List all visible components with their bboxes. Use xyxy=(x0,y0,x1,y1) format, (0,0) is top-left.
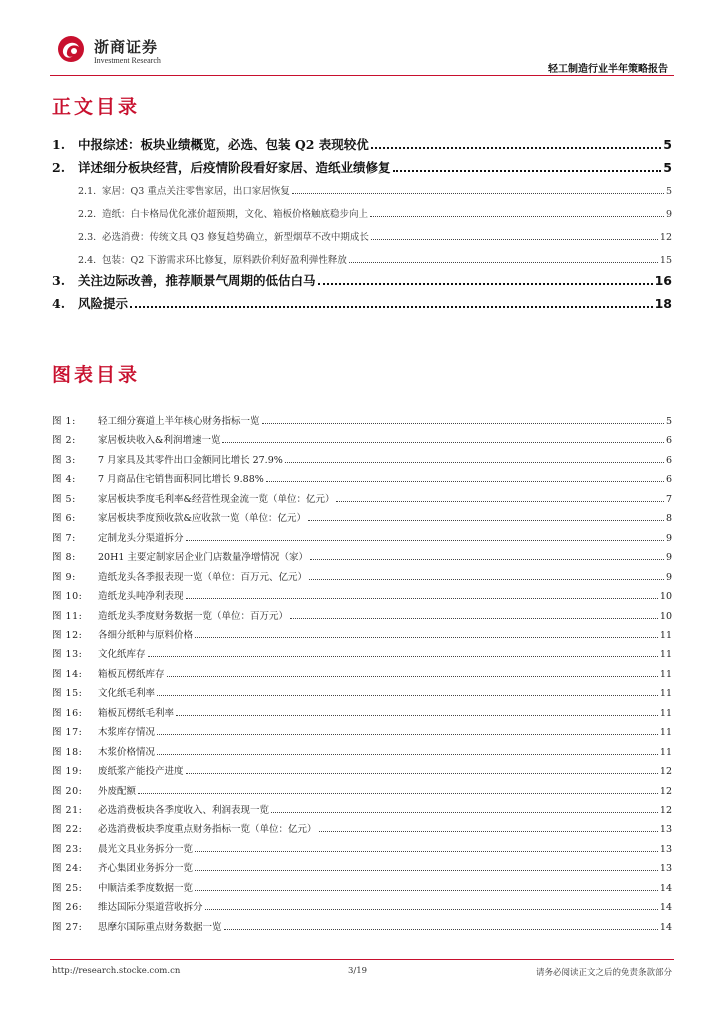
dot-leader xyxy=(371,239,658,240)
figure-number: 图 5: xyxy=(52,493,76,505)
figure-entry[interactable] xyxy=(52,841,672,855)
figure-number: 图 17: xyxy=(52,727,83,739)
figure-entry[interactable] xyxy=(52,530,672,544)
toc-text: 详述细分板块经营，后疫情阶段看好家居、造纸业绩修复 xyxy=(78,160,391,175)
toc-number: 1. xyxy=(52,137,66,152)
figure-number: 图 10: xyxy=(52,591,83,603)
dot-leader xyxy=(148,656,658,657)
toc-page: 15 xyxy=(659,255,672,266)
figure-number: 图 11: xyxy=(52,610,83,622)
figure-page: 6 xyxy=(665,435,672,447)
figure-text: 齐心集团业务拆分一览 xyxy=(98,863,194,875)
toc-text: 中报综述：板块业绩概览，必选、包装 Q2 表现较优 xyxy=(78,137,369,152)
figure-text: 家居板块季度毛利率&经营性现金流一览（单位：亿元） xyxy=(98,493,335,505)
figure-entry[interactable] xyxy=(52,452,672,466)
figure-number: 图 23: xyxy=(52,843,83,855)
footer-url[interactable]: http://research.stocke.com.cn xyxy=(52,966,181,976)
figure-number: 图 6: xyxy=(52,513,76,525)
dot-leader xyxy=(138,793,658,794)
figure-number: 图 20: xyxy=(52,785,83,797)
figure-entry[interactable] xyxy=(52,783,672,797)
dot-leader xyxy=(292,193,664,194)
dot-leader xyxy=(130,306,653,308)
figure-number: 图 12: xyxy=(52,629,83,641)
figure-page: 11 xyxy=(659,668,672,680)
dot-leader xyxy=(195,851,658,852)
figure-text: 箱板瓦楞纸毛利率 xyxy=(98,707,175,719)
figure-page: 8 xyxy=(665,513,672,525)
dot-leader xyxy=(195,890,658,891)
toc-text: 必选消费：传统文具 Q3 修复趋势确立，新型烟草不改中期成长 xyxy=(102,232,369,243)
dot-leader xyxy=(157,695,658,696)
figure-text: 晨光文具业务拆分一览 xyxy=(98,843,194,855)
toc-text: 关注边际改善，推荐顺景气周期的低估白马 xyxy=(78,273,316,288)
dot-leader xyxy=(222,442,663,443)
figure-text: 中顺洁柔季度数据一览 xyxy=(98,882,194,894)
figure-entry[interactable] xyxy=(52,705,672,719)
toc-text: 家居：Q3 重点关注零售家居，出口家居恢复 xyxy=(102,186,290,197)
figure-text: 家居板块收入&利润增速一览 xyxy=(98,435,221,447)
figure-entry[interactable] xyxy=(52,432,672,446)
figure-entry[interactable] xyxy=(52,860,672,874)
figure-text: 木浆库存情况 xyxy=(98,727,156,739)
page-header xyxy=(50,34,674,76)
figure-entry[interactable] xyxy=(52,491,672,505)
figure-text: 必选消费板块各季度收入、利润表现一览 xyxy=(98,805,270,816)
figure-entry[interactable] xyxy=(52,588,672,602)
brand-name-cn: 浙商证券 xyxy=(94,38,159,56)
figure-entry[interactable] xyxy=(52,471,672,485)
figure-number: 图 24: xyxy=(52,863,83,875)
figure-entry[interactable] xyxy=(52,802,672,816)
dot-leader xyxy=(266,481,664,482)
figure-text: 轻工细分赛道上半年核心财务指标一览 xyxy=(98,416,260,427)
figure-entry[interactable] xyxy=(52,763,672,777)
dot-leader xyxy=(186,598,658,599)
figure-number: 图 21: xyxy=(52,805,83,816)
figure-entry[interactable] xyxy=(52,627,672,641)
toc-number: 3. xyxy=(52,273,66,288)
figure-entry[interactable] xyxy=(52,919,672,933)
footer-disclaimer: 请务必阅读正文之后的免责条款部分 xyxy=(535,968,672,978)
toc-number: 2.2. xyxy=(78,209,97,220)
toc-text: 造纸：白卡格局优化涨价超预期，文化、箱板价格触底稳步向上 xyxy=(102,209,369,220)
figure-page: 9 xyxy=(665,571,672,583)
toc-subentry[interactable] xyxy=(78,229,672,243)
figure-text: 文化纸毛利率 xyxy=(98,688,156,700)
dot-leader xyxy=(195,870,658,871)
toc-page: 5 xyxy=(663,160,672,175)
figure-page: 13 xyxy=(659,843,672,855)
toc-text: 风险提示 xyxy=(78,296,129,311)
figure-text: 20H1 主要定制家居企业门店数量净增情况（家） xyxy=(98,552,308,564)
figure-number: 图 26: xyxy=(52,902,83,914)
figure-number: 图 13: xyxy=(52,649,83,661)
figure-entry[interactable] xyxy=(52,608,672,622)
toc-number: 2.4. xyxy=(78,255,97,266)
dot-leader xyxy=(205,909,658,910)
dot-leader xyxy=(285,462,664,463)
figure-page: 14 xyxy=(659,902,672,914)
dot-leader xyxy=(186,773,658,774)
figure-number: 图 1: xyxy=(52,416,76,427)
figure-page: 11 xyxy=(659,707,672,719)
toc-text: 包装：Q2 下游需求环比修复，原料跌价利好盈利弹性释放 xyxy=(102,255,347,266)
figure-number: 图 16: xyxy=(52,707,83,719)
figure-page: 6 xyxy=(665,474,672,486)
figure-number: 图 27: xyxy=(52,921,83,933)
figure-number: 图 18: xyxy=(52,746,83,758)
figure-page: 11 xyxy=(659,688,672,700)
dot-leader xyxy=(176,715,658,716)
dot-leader xyxy=(271,812,658,813)
brand-name-en: Investment Research xyxy=(94,56,161,65)
figure-number: 图 14: xyxy=(52,668,83,680)
figure-text: 废纸浆产能投产进度 xyxy=(98,766,184,778)
dot-leader xyxy=(157,734,658,735)
figure-page: 9 xyxy=(665,532,672,544)
figure-text: 木浆价格情况 xyxy=(98,746,156,758)
figure-page: 14 xyxy=(659,882,672,894)
dot-leader xyxy=(157,754,658,755)
figure-page: 12 xyxy=(659,785,672,797)
dot-leader xyxy=(290,618,658,619)
figure-entry[interactable] xyxy=(52,899,672,913)
toc-entry[interactable] xyxy=(52,271,672,289)
toc-number: 2.1. xyxy=(78,186,97,197)
dot-leader xyxy=(308,520,664,521)
zheshang-logo-icon xyxy=(56,34,86,64)
toc-entry[interactable] xyxy=(52,294,672,312)
dot-leader xyxy=(262,423,664,424)
toc-page: 16 xyxy=(654,273,672,288)
toc-page: 5 xyxy=(665,186,672,197)
toc-page: 18 xyxy=(654,296,672,311)
figure-page: 11 xyxy=(659,727,672,739)
figures-title: 图表目录 xyxy=(52,364,141,386)
figure-text: 维达国际分渠道营收拆分 xyxy=(98,902,203,914)
dot-leader xyxy=(309,579,664,580)
figure-page: 7 xyxy=(665,493,672,505)
contents-title: 正文目录 xyxy=(52,96,141,118)
figure-page: 13 xyxy=(659,824,672,836)
figure-number: 图 8: xyxy=(52,552,76,564)
toc-entry[interactable] xyxy=(52,135,672,153)
figure-page: 10 xyxy=(659,591,672,603)
figure-page: 11 xyxy=(659,746,672,758)
figure-page: 5 xyxy=(665,416,672,427)
figure-number: 图 22: xyxy=(52,824,83,836)
page-number: 3/19 xyxy=(348,966,368,976)
dot-leader xyxy=(195,637,658,638)
toc-subentry[interactable] xyxy=(78,252,672,266)
report-title: 轻工制造行业半年策略报告 xyxy=(548,64,668,75)
toc-page: 9 xyxy=(665,209,672,220)
dot-leader xyxy=(310,559,664,560)
figure-text: 各细分纸种与原料价格 xyxy=(98,629,194,641)
figure-text: 造纸龙头吨净利表现 xyxy=(98,591,184,603)
footer-divider xyxy=(50,959,674,960)
toc-page: 12 xyxy=(659,232,672,243)
toc-subentry[interactable] xyxy=(78,183,672,197)
figure-entry[interactable] xyxy=(52,549,672,563)
figure-page: 6 xyxy=(665,454,672,466)
toc-number: 2.3. xyxy=(78,232,97,243)
dot-leader xyxy=(349,262,658,263)
dot-leader xyxy=(224,929,658,930)
figure-number: 图 15: xyxy=(52,688,83,700)
dot-leader xyxy=(336,501,663,502)
toc-page: 5 xyxy=(663,137,672,152)
figure-text: 7 月商品住宅销售面积同比增长 9.88% xyxy=(98,474,264,486)
figure-text: 必选消费板块季度重点财务指标一览（单位：亿元） xyxy=(98,824,317,836)
figure-text: 思摩尔国际重点财务数据一览 xyxy=(98,921,222,933)
figure-page: 12 xyxy=(659,805,672,816)
figure-page: 14 xyxy=(659,921,672,933)
dot-leader xyxy=(370,216,664,217)
figure-page: 13 xyxy=(659,863,672,875)
dot-leader xyxy=(318,283,653,285)
toc-entry[interactable] xyxy=(52,158,672,176)
dot-leader xyxy=(186,540,664,541)
figure-entry[interactable] xyxy=(52,880,672,894)
figure-entry[interactable] xyxy=(52,413,672,427)
figure-number: 图 2: xyxy=(52,435,76,447)
figure-number: 图 4: xyxy=(52,474,76,486)
dot-leader xyxy=(393,170,662,172)
figure-number: 图 9: xyxy=(52,571,76,583)
toc-subentry[interactable] xyxy=(78,206,672,220)
figure-entry[interactable] xyxy=(52,724,672,738)
figure-text: 外废配额 xyxy=(98,785,137,797)
figure-entry[interactable] xyxy=(52,821,672,835)
figure-page: 9 xyxy=(665,552,672,564)
figure-text: 7 月家具及其零件出口金额同比增长 27.9% xyxy=(98,454,283,466)
figure-entry[interactable] xyxy=(52,646,672,660)
figure-entry[interactable] xyxy=(52,685,672,699)
dot-leader xyxy=(319,831,658,832)
dot-leader xyxy=(167,676,658,677)
figure-text: 文化纸库存 xyxy=(98,649,146,661)
figure-entry[interactable] xyxy=(52,666,672,680)
figure-page: 11 xyxy=(659,629,672,641)
figure-number: 图 19: xyxy=(52,766,83,778)
toc-number: 4. xyxy=(52,296,66,311)
figure-number: 图 25: xyxy=(52,882,83,894)
figure-number: 图 7: xyxy=(52,532,76,544)
figure-page: 10 xyxy=(659,610,672,622)
figure-entry[interactable] xyxy=(52,569,672,583)
figure-entry[interactable] xyxy=(52,744,672,758)
figure-text: 造纸龙头各季报表现一览（单位：百万元、亿元） xyxy=(98,571,308,583)
figure-page: 11 xyxy=(659,649,672,661)
figure-entry[interactable] xyxy=(52,510,672,524)
figure-text: 定制龙头分渠道拆分 xyxy=(98,532,184,544)
figure-page: 12 xyxy=(659,766,672,778)
figure-text: 造纸龙头季度财务数据一览（单位：百万元） xyxy=(98,610,289,622)
dot-leader xyxy=(371,147,662,149)
figure-text: 家居板块季度预收款&应收款一览（单位：亿元） xyxy=(98,513,306,525)
toc-number: 2. xyxy=(52,160,66,175)
figure-text: 箱板瓦楞纸库存 xyxy=(98,668,165,680)
header-divider xyxy=(50,75,674,76)
figure-number: 图 3: xyxy=(52,454,76,466)
